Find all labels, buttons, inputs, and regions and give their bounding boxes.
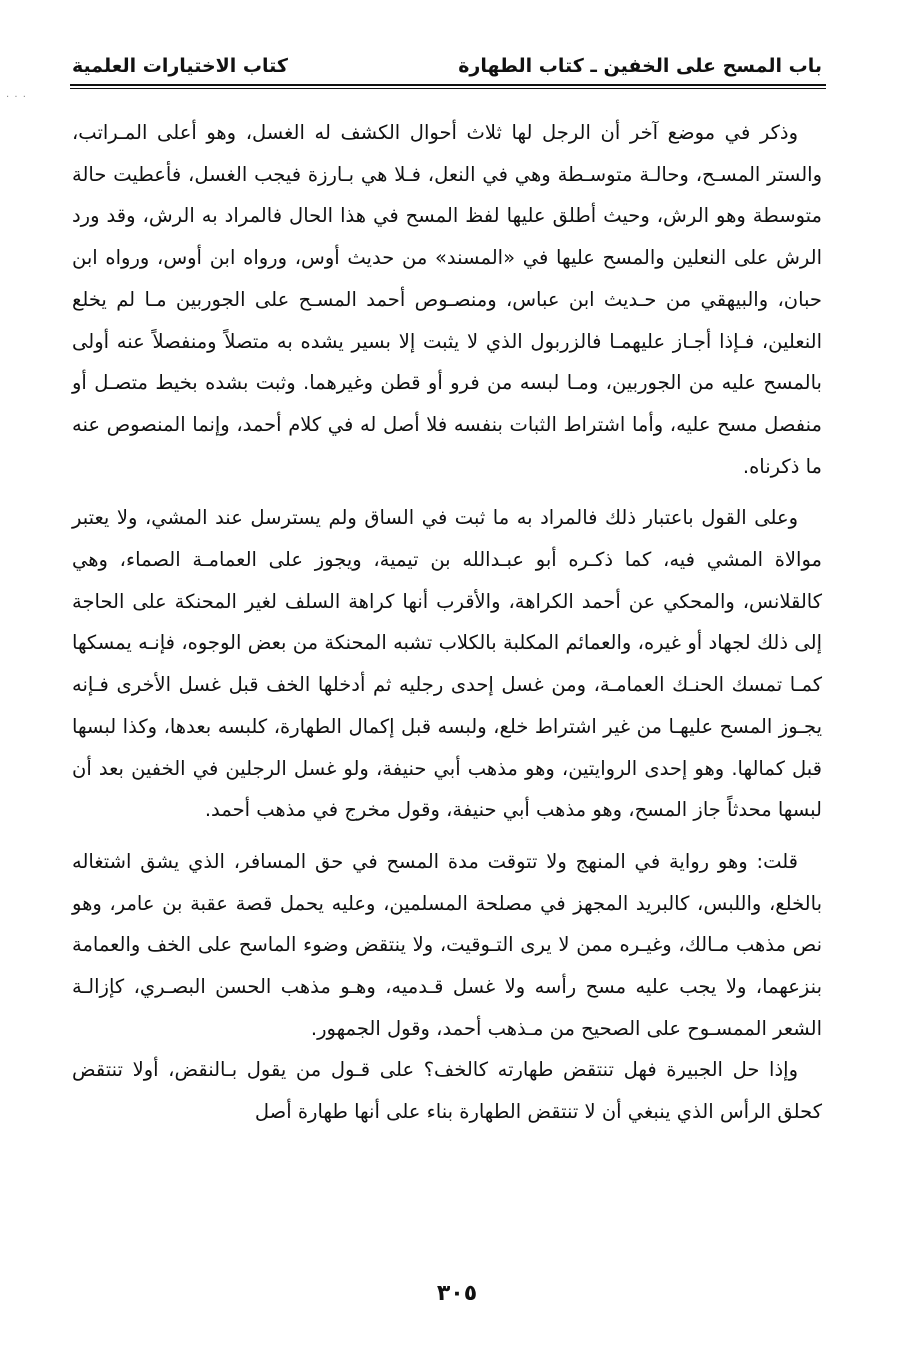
paragraph-2: وعلى القول باعتبار ذلك فالمراد به ما ثبت في الساق ولم يسترسل عند المشي، ولا يعتبر موالاة المشي فيه، كما ذكـره أبو عبـدالله بن تيمية، ويجوز على العمامـة الصماء، وهي كالقلانس، والمحكي عن أحمد الكراهة، والأقرب أنها كراهة السلف لغير المحنكة على الحاجة إلى ذلك لجهاد أو غيره، والعمائم المكلبة بالكلاب تشبه المحنكة من بعض الوجوه، فإنـه يمسكها كمـا تمسك الحنـك العمامـة، ومن غسل إحدى رجليه ثم أدخلها الخف قبل غسل الأخرى فـإنه يجـوز المسح عليهـا من غير اشتراط خلع، ولبسه قبل إكمال الطهارة، كلبسه بعدها، وكذا لبسها قبل كمالها. وهو إحدى الروايتين، وهو مذهب أبي حنيفة، ولو غسل الرجلين في الخفين بعد أن لبسها محدثاً جاز المسح، وهو مذهب أبي حنيفة، وقول مخرج في مذهب أحمد. xyxy=(72,506,822,822)
running-header xyxy=(72,44,822,80)
header-book-title: كتاب الاختيارات العلمية xyxy=(72,55,288,77)
scan-speck: · · · xyxy=(6,92,27,103)
header-divider xyxy=(70,84,826,89)
paragraph-1: وذكر في موضع آخر أن الرجل لها ثلاث أحوال الكشف له الغسل، وهو أعلى المـراتب، والستر المسـح، وحالـة متوسـطة وهي في النعل، فـلا هي بـارزة فيجب الغسل، فأعطيت حالة متوسطة وهو الرش، وحيث أطلق عليها لفظ المسح في هذا الحال فالمراد به الرش، وقد ورد الرش على النعلين والمسح عليها في «المسند» من حديث أوس، ورواه ابن أوس، ورواه ابن حبان، والبيهقي من حـديث ابن عباس، ومنصـوص أحمد المسـح على الجوربين مـا لم يخلع النعلين، فـإذا أجـاز عليهمـا فالزربول الذي لا يثبت إلا بسير يشده به متصلاً ومنفصلاً عنه أولى بالمسح عليه من الجوربين، ومـا لبسه من فرو أو قطن وغيرهما. وثبت بشده بخيط متصـل أو منفصل مسح عليه، وأما اشتراط الثبات بنفسه فلا أصل له في كلام أحمد، وإنما المنصوص عنه ما ذكرناه. xyxy=(72,121,822,478)
paragraph-4: وإذا حل الجبيرة فهل تنتقض طهارته كالخف؟ على قـول من يقول بـالنقض، أولا تنتقض كحلق الرأس الذي ينبغي أن لا تنتقض الطهارة بناء على أنها طهارة أصل xyxy=(72,1058,822,1124)
header-chapter-title: باب المسح على الخفين ـ كتاب الطهارة xyxy=(458,55,822,77)
paragraph-3: قلت: وهو رواية في المنهج ولا تتوقت مدة المسح في حق المسافر، الذي يشق اشتغاله بالخلع، واللبس، كالبريد المجهز في مصلحة المسلمين، وعليه يحمل قصة عقبة بن عامر، وهو نص مذهب مـالك، وغيـره ممن لا يرى التـوقيت، ولا ينتقض وضوء الماسح على الخف والعمامة بنزعهما، ولا يجب عليه مسح رأسه ولا غسل قـدميه، وهـو مذهب الحسن البصـري، كإزالـة الشعر الممسـوح على الصحيح من مـذهب أحمد، وقول الجمهور. xyxy=(72,849,822,1040)
page-number: ٣٠٥ xyxy=(436,1281,478,1306)
main-text xyxy=(72,112,822,1133)
